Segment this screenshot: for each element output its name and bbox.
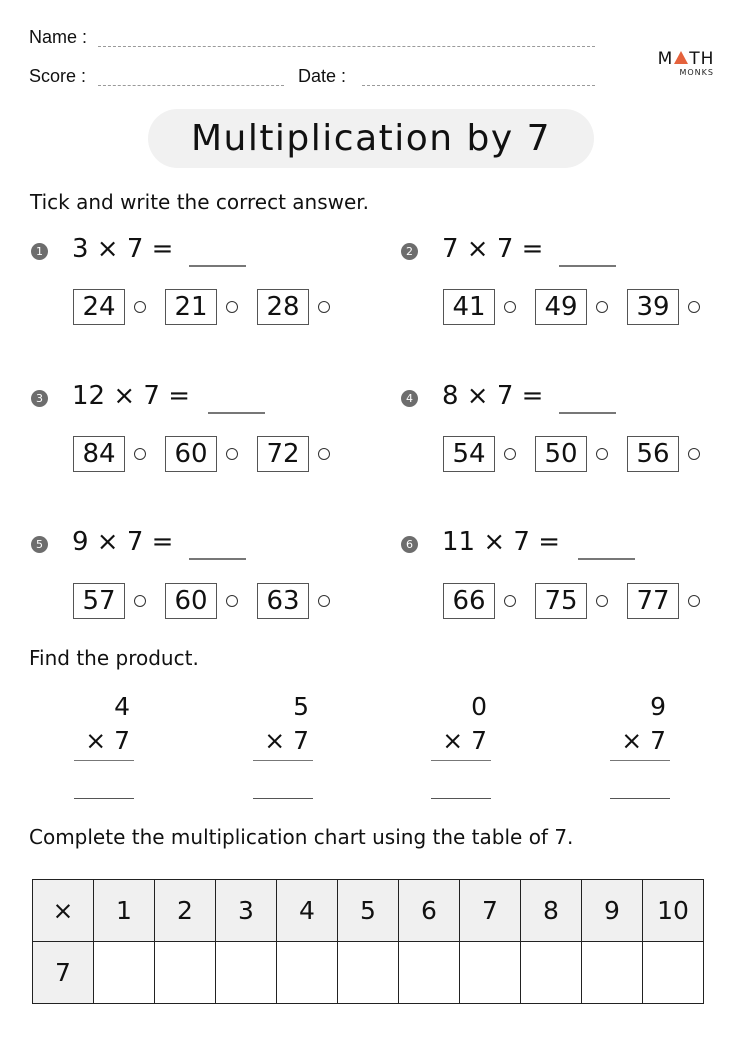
answer-blank[interactable] [189,265,246,267]
section3-instruction: Complete the multiplication chart using the table of 7. [29,825,574,849]
option-box: 66 [443,583,495,619]
problem-top-number: 0 [471,692,487,721]
option-radio[interactable] [318,301,330,313]
option-radio[interactable] [134,448,146,460]
chart-answer-cell[interactable] [338,942,399,1004]
option-box: 60 [165,436,217,472]
problem-top-number: 4 [114,692,130,721]
section1-instruction: Tick and write the correct answer. [30,190,370,214]
option-radio[interactable] [226,301,238,313]
chart-answer-cell[interactable] [155,942,216,1004]
title-banner [148,109,594,168]
option-box: 72 [257,436,309,472]
question-number-badge: 4 [401,390,418,407]
option-box: 63 [257,583,309,619]
question-number-badge: 2 [401,243,418,260]
chart-header-cell: 1 [94,880,155,942]
score-label: Score : [29,66,87,86]
problem-rule [610,760,670,761]
problem-rule [74,760,134,761]
chart-answer-cell[interactable] [643,942,704,1004]
question-number-badge: 5 [31,536,48,553]
page-title: Multiplication by 7 [190,118,552,159]
question-number-badge: 3 [31,390,48,407]
name-label: Name : [29,27,88,47]
chart-header-symbol: × [33,880,94,942]
problem-rule [253,760,313,761]
product-answer-line[interactable] [431,798,491,799]
chart-header-cell: 6 [399,880,460,942]
problem-multiplier: × 7 [442,726,487,755]
option-box: 50 [535,436,587,472]
math-monks-logo [656,50,716,77]
chart-header-cell: 3 [216,880,277,942]
logo-text-th: TH [689,49,715,69]
chart-answer-cell[interactable] [521,942,582,1004]
option-box: 75 [535,583,587,619]
problem-top-number: 5 [293,692,309,721]
triangle-icon [674,51,688,64]
chart-header-row [33,880,704,942]
option-radio[interactable] [688,301,700,313]
option-radio[interactable] [226,448,238,460]
answer-blank[interactable] [189,558,246,560]
question-equation: 8 × 7 = [442,381,544,411]
option-box: 24 [73,289,125,325]
question-number-badge: 6 [401,536,418,553]
problem-multiplier: × 7 [264,726,309,755]
chart-row-label: 7 [33,942,94,1004]
chart-answer-cell[interactable] [216,942,277,1004]
answer-blank[interactable] [578,558,635,560]
option-radio[interactable] [226,595,238,607]
option-radio[interactable] [596,448,608,460]
chart-header-cell: 10 [643,880,704,942]
option-radio[interactable] [318,448,330,460]
multiplication-chart [32,879,704,1004]
date-label: Date : [298,66,347,86]
problem-multiplier: × 7 [85,726,130,755]
product-answer-line[interactable] [74,798,134,799]
question-number-badge: 1 [31,243,48,260]
chart-answer-row [33,942,704,1004]
name-field[interactable] [98,46,595,47]
question-equation: 11 × 7 = [442,527,560,557]
chart-answer-cell[interactable] [460,942,521,1004]
chart-answer-cell[interactable] [94,942,155,1004]
option-radio[interactable] [318,595,330,607]
question-equation: 12 × 7 = [72,381,190,411]
option-radio[interactable] [504,301,516,313]
option-box: 39 [627,289,679,325]
date-field[interactable] [362,85,595,86]
option-box: 57 [73,583,125,619]
problem-multiplier: × 7 [621,726,666,755]
option-radio[interactable] [596,301,608,313]
product-answer-line[interactable] [610,798,670,799]
chart-answer-cell[interactable] [399,942,460,1004]
problem-rule [431,760,491,761]
question-equation: 9 × 7 = [72,527,174,557]
option-box: 60 [165,583,217,619]
option-radio[interactable] [688,595,700,607]
option-radio[interactable] [596,595,608,607]
option-radio[interactable] [134,595,146,607]
chart-header-cell: 2 [155,880,216,942]
option-box: 54 [443,436,495,472]
section2-instruction: Find the product. [29,646,199,670]
logo-text-monks: MONKS [679,68,714,77]
option-radio[interactable] [134,301,146,313]
option-radio[interactable] [504,595,516,607]
question-equation: 3 × 7 = [72,234,174,264]
option-box: 84 [73,436,125,472]
problem-top-number: 9 [650,692,666,721]
logo-text-m: M [657,49,674,69]
answer-blank[interactable] [559,265,616,267]
option-box: 41 [443,289,495,325]
chart-header-cell: 4 [277,880,338,942]
chart-answer-cell[interactable] [582,942,643,1004]
chart-header-cell: 5 [338,880,399,942]
option-radio[interactable] [688,448,700,460]
product-answer-line[interactable] [253,798,313,799]
option-box: 77 [627,583,679,619]
question-equation: 7 × 7 = [442,234,544,264]
score-field[interactable] [98,85,284,86]
option-box: 28 [257,289,309,325]
chart-answer-cell[interactable] [277,942,338,1004]
chart-header-cell: 7 [460,880,521,942]
chart-header-cell: 8 [521,880,582,942]
option-box: 56 [627,436,679,472]
answer-blank[interactable] [208,412,265,414]
option-box: 21 [165,289,217,325]
option-box: 49 [535,289,587,325]
answer-blank[interactable] [559,412,616,414]
chart-header-cell: 9 [582,880,643,942]
option-radio[interactable] [504,448,516,460]
